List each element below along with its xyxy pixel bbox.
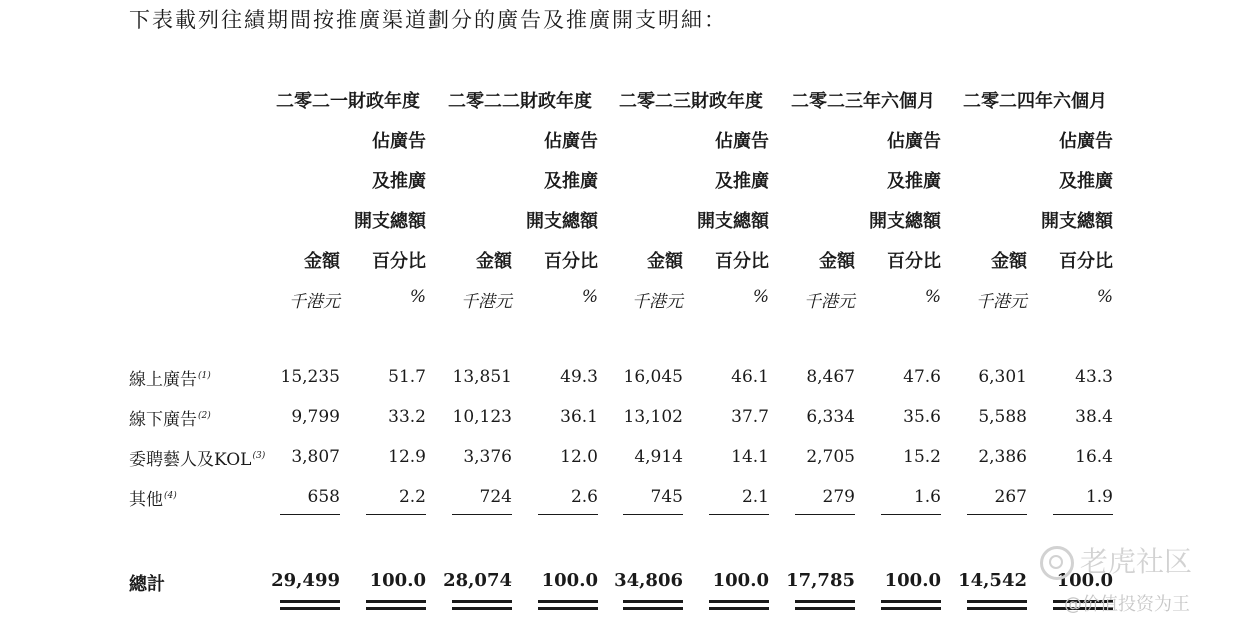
table-cell: 8,467 [806,367,855,387]
period-header: 二零二四年六個月 [963,91,1107,112]
row-label: 線上廣告$^{(1)}$ [129,370,211,390]
period-header: 二零二三年六個月 [791,91,935,112]
total-double-rule [280,607,340,610]
amount-header: 金額 [476,251,512,272]
pct-label: 百分比 [544,251,598,272]
table-cell: 12.0 [560,447,598,467]
watermark-handle: @价值投资为王 [1064,594,1190,615]
total-cell: 14,542 [958,570,1027,591]
table-cell: 36.1 [560,407,598,427]
total-double-rule [366,607,426,610]
pct-header-line: 及推廣 [1059,171,1113,192]
table-cell: 35.6 [903,407,941,427]
table-cell: 724 [479,487,512,507]
amount-header: 金額 [819,251,855,272]
total-cell: 100.0 [369,570,426,591]
unit-amount: 千港元 [632,292,683,312]
pct-header-line: 及推廣 [715,171,769,192]
table-cell: 2,386 [978,447,1027,467]
table-cell: 1.9 [1085,487,1113,507]
pct-header-line: 佔廣告 [1059,131,1113,152]
table-cell: 15,235 [280,367,340,387]
table-cell: 10,123 [452,407,512,427]
table-cell: 745 [650,487,683,507]
table-cell: 5,588 [978,407,1027,427]
unit-pct: % [1096,287,1113,307]
total-cell: 34,806 [614,570,683,591]
table-cell: 2,705 [806,447,855,467]
total-double-rule [967,600,1027,603]
total-cell: 100.0 [1056,570,1113,591]
table-cell: 46.1 [731,367,769,387]
total-cell: 29,499 [271,570,340,591]
pct-label: 百分比 [372,251,426,272]
table-cell: 13,102 [623,407,683,427]
table-cell: 38.4 [1075,407,1113,427]
table-cell: 6,334 [806,407,855,427]
total-cell: 100.0 [884,570,941,591]
row-label: 委聘藝人及KOL$^{(3)}$ [129,450,266,470]
pct-header-line: 佔廣告 [715,131,769,152]
subtotal-rule [366,514,426,515]
table-cell: 2.6 [570,487,598,507]
total-double-rule [795,607,855,610]
table-cell: 1.6 [913,487,941,507]
pct-header-line: 及推廣 [372,171,426,192]
unit-amount: 千港元 [461,292,512,312]
unit-amount: 千港元 [289,292,340,312]
table-cell: 43.3 [1075,367,1113,387]
table-cell: 4,914 [634,447,683,467]
table-cell: 13,851 [452,367,512,387]
table-cell: 15.2 [903,447,941,467]
table-cell: 16,045 [623,367,683,387]
total-double-rule [280,600,340,603]
unit-amount: 千港元 [976,292,1027,312]
row-label: 線下廣告$^{(2)}$ [129,410,211,430]
total-double-rule [881,600,941,603]
table-cell: 37.7 [731,407,769,427]
unit-pct: % [409,287,426,307]
unit-amount: 千港元 [804,292,855,312]
pct-label: 百分比 [1059,251,1113,272]
amount-header: 金額 [304,251,340,272]
watermark-brand: 老虎社区 [1040,540,1192,580]
subtotal-rule [795,514,855,515]
total-double-rule [452,607,512,610]
period-header: 二零二三財政年度 [619,91,763,112]
subtotal-rule [709,514,769,515]
total-double-rule [538,607,598,610]
table-cell: 3,807 [291,447,340,467]
row-label: 其他$^{(4)}$ [129,490,177,510]
pct-header-line: 佔廣告 [887,131,941,152]
total-cell: 17,785 [786,570,855,591]
intro-text: 下表載列往績期間按推廣渠道劃分的廣告及推廣開支明細： [129,8,727,32]
pct-header-line: 開支總額 [354,211,426,232]
subtotal-rule [623,514,683,515]
subtotal-rule [881,514,941,515]
total-double-rule [538,600,598,603]
total-double-rule [795,600,855,603]
table-cell: 9,799 [291,407,340,427]
pct-header-line: 開支總額 [697,211,769,232]
total-double-rule [623,607,683,610]
table-cell: 267 [994,487,1027,507]
subtotal-rule [538,514,598,515]
pct-header-line: 及推廣 [887,171,941,192]
unit-pct: % [924,287,941,307]
table-cell: 6,301 [978,367,1027,387]
subtotal-rule [1053,514,1113,515]
table-cell: 2.1 [741,487,769,507]
pct-header-line: 開支總額 [526,211,598,232]
subtotal-rule [280,514,340,515]
table-cell: 2.2 [398,487,426,507]
total-cell: 100.0 [712,570,769,591]
pct-header-line: 佔廣告 [544,131,598,152]
pct-label: 百分比 [887,251,941,272]
total-cell: 28,074 [443,570,512,591]
table-cell: 33.2 [388,407,426,427]
table-cell: 51.7 [388,367,426,387]
subtotal-rule [452,514,512,515]
pct-label: 百分比 [715,251,769,272]
tiger-logo-icon [1040,546,1074,580]
pct-header-line: 及推廣 [544,171,598,192]
total-double-rule [709,607,769,610]
total-label: 總計 [129,574,165,595]
pct-header-line: 開支總額 [1041,211,1113,232]
unit-pct: % [752,287,769,307]
total-double-rule [967,607,1027,610]
table-cell: 47.6 [903,367,941,387]
subtotal-rule [967,514,1027,515]
total-double-rule [623,600,683,603]
table-cell: 279 [822,487,855,507]
total-double-rule [881,607,941,610]
total-cell: 100.0 [541,570,598,591]
amount-header: 金額 [991,251,1027,272]
amount-header: 金額 [647,251,683,272]
table-cell: 12.9 [388,447,426,467]
table-cell: 16.4 [1075,447,1113,467]
period-header: 二零二一財政年度 [276,91,420,112]
pct-header-line: 佔廣告 [372,131,426,152]
table-cell: 49.3 [560,367,598,387]
total-double-rule [366,600,426,603]
pct-header-line: 開支總額 [869,211,941,232]
total-double-rule [709,600,769,603]
table-cell: 14.1 [731,447,769,467]
table-cell: 3,376 [463,447,512,467]
unit-pct: % [581,287,598,307]
period-header: 二零二二財政年度 [448,91,592,112]
table-cell: 658 [307,487,340,507]
total-double-rule [452,600,512,603]
